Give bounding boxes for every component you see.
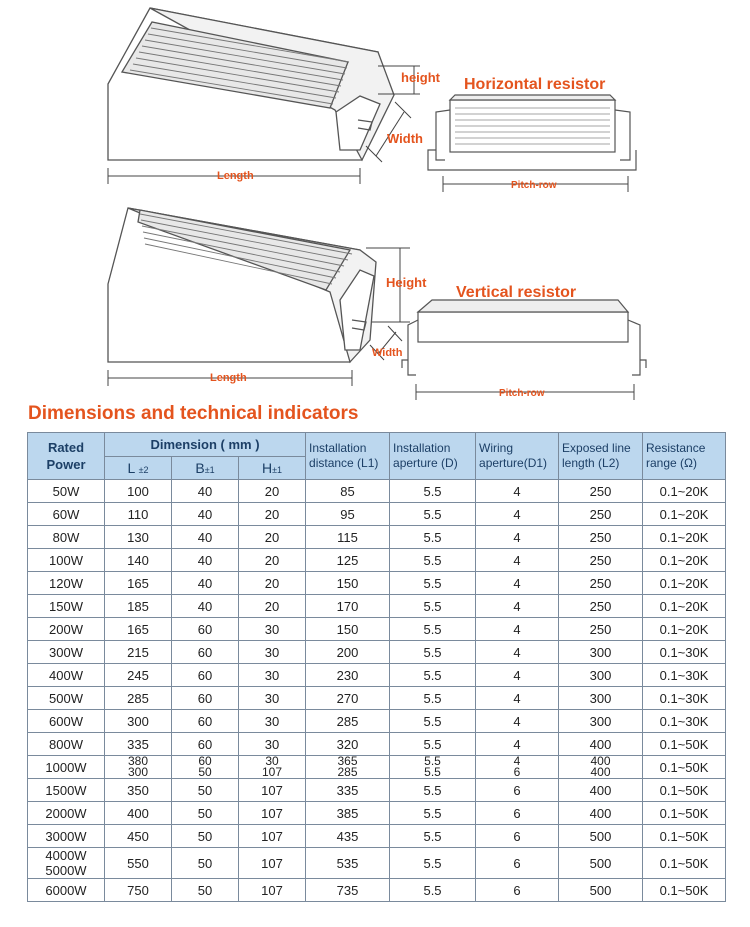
table-row bbox=[28, 549, 726, 572]
cell-power: 3000W bbox=[28, 825, 105, 848]
cell-D1: 4 bbox=[476, 572, 559, 595]
cell-L: 550 bbox=[105, 848, 172, 879]
table-row bbox=[28, 825, 726, 848]
cell-range: 0.1~30K bbox=[643, 710, 726, 733]
cell-B: 40 bbox=[172, 595, 239, 618]
cell-D: 5.5 bbox=[390, 664, 476, 687]
cell-L2: 250 bbox=[559, 480, 643, 503]
cell-H: 30 bbox=[239, 641, 306, 664]
cell-D: 5.5 bbox=[390, 710, 476, 733]
cell-D1: 4 bbox=[476, 618, 559, 641]
cell-L: 750 bbox=[105, 879, 172, 902]
cell-L: 165 bbox=[105, 572, 172, 595]
cell-L: 285 bbox=[105, 687, 172, 710]
cell-L1: 335 bbox=[306, 779, 390, 802]
resistor-diagrams bbox=[0, 0, 750, 400]
cell-D: 5.5 bbox=[390, 595, 476, 618]
horizontal-length-label: Length bbox=[217, 170, 254, 182]
cell-B: 50 bbox=[172, 848, 239, 879]
cell-L1: 285 bbox=[306, 710, 390, 733]
header-exposed-line-length: Exposed line length (L2) bbox=[559, 433, 643, 480]
vertical-width-label: Width bbox=[372, 347, 403, 359]
table-row bbox=[28, 710, 726, 733]
cell-B: 60 bbox=[172, 618, 239, 641]
vertical-resistor-housing bbox=[108, 208, 376, 362]
cell-H: 107 bbox=[239, 879, 306, 902]
spec-table bbox=[27, 432, 726, 902]
cell-power: 400W bbox=[28, 664, 105, 687]
cell-D: 5.5 bbox=[390, 779, 476, 802]
cell-D1: 6 bbox=[476, 848, 559, 879]
cell-range: 0.1~50K bbox=[643, 733, 726, 756]
cell-L2: 400 bbox=[559, 802, 643, 825]
cell-L2: 400 bbox=[559, 733, 643, 756]
cell-L: 245 bbox=[105, 664, 172, 687]
table-row bbox=[28, 480, 726, 503]
cell-L2: 500 bbox=[559, 879, 643, 902]
cell-L2: 500 bbox=[559, 825, 643, 848]
cell-L2: 250 bbox=[559, 572, 643, 595]
cell-D: 5.5 bbox=[390, 848, 476, 879]
horizontal-pitch-label: Pitch-row bbox=[511, 180, 557, 191]
cell-D: 5.5 bbox=[390, 618, 476, 641]
cell-L2: 250 bbox=[559, 549, 643, 572]
cell-range: 0.1~30K bbox=[643, 687, 726, 710]
cell-D: 5.5 bbox=[390, 802, 476, 825]
cell-L: 110 bbox=[105, 503, 172, 526]
cell-H: 107 bbox=[239, 848, 306, 879]
vertical-height-label: Height bbox=[386, 275, 427, 290]
cell-power: 2000W bbox=[28, 802, 105, 825]
cell-L1: 735 bbox=[306, 879, 390, 902]
cell-B: 40 bbox=[172, 503, 239, 526]
cell-D1: 4 6 bbox=[476, 756, 559, 779]
vertical-resistor-title: Vertical resistor bbox=[456, 284, 577, 301]
cell-L2: 500 bbox=[559, 848, 643, 879]
cell-L2: 300 bbox=[559, 710, 643, 733]
cell-H: 20 bbox=[239, 572, 306, 595]
cell-D1: 4 bbox=[476, 595, 559, 618]
cell-H: 107 bbox=[239, 825, 306, 848]
cell-L1: 95 bbox=[306, 503, 390, 526]
cell-D: 5.5 bbox=[390, 549, 476, 572]
table-header-row bbox=[28, 433, 726, 457]
cell-L2: 400 bbox=[559, 779, 643, 802]
cell-L: 165 bbox=[105, 618, 172, 641]
cell-power: 80W bbox=[28, 526, 105, 549]
cell-L1: 365 285 bbox=[306, 756, 390, 779]
table-row bbox=[28, 664, 726, 687]
horizontal-small-resistor bbox=[428, 95, 636, 170]
cell-L: 185 bbox=[105, 595, 172, 618]
cell-L: 335 bbox=[105, 733, 172, 756]
cell-L1: 230 bbox=[306, 664, 390, 687]
cell-L: 300 bbox=[105, 710, 172, 733]
cell-L2: 300 bbox=[559, 687, 643, 710]
cell-L: 400 bbox=[105, 802, 172, 825]
horizontal-width-label: Width bbox=[387, 131, 423, 146]
cell-power: 500W bbox=[28, 687, 105, 710]
cell-L2: 250 bbox=[559, 503, 643, 526]
cell-D: 5.5 bbox=[390, 572, 476, 595]
header-resistance-range: Resistance range (Ω) bbox=[643, 433, 726, 480]
cell-L: 140 bbox=[105, 549, 172, 572]
cell-L: 130 bbox=[105, 526, 172, 549]
cell-range: 0.1~50K bbox=[643, 848, 726, 879]
cell-D1: 4 bbox=[476, 664, 559, 687]
cell-H: 20 bbox=[239, 549, 306, 572]
cell-D: 5.5 bbox=[390, 480, 476, 503]
cell-range: 0.1~30K bbox=[643, 664, 726, 687]
cell-L1: 150 bbox=[306, 572, 390, 595]
cell-H: 20 bbox=[239, 595, 306, 618]
cell-D: 5.5 bbox=[390, 825, 476, 848]
cell-H: 107 bbox=[239, 802, 306, 825]
cell-D1: 4 bbox=[476, 503, 559, 526]
cell-L1: 535 bbox=[306, 848, 390, 879]
cell-D1: 6 bbox=[476, 802, 559, 825]
cell-power: 800W bbox=[28, 733, 105, 756]
cell-power: 300W bbox=[28, 641, 105, 664]
table-body-4000 bbox=[28, 848, 726, 902]
cell-B: 50 bbox=[172, 779, 239, 802]
cell-L2: 300 bbox=[559, 664, 643, 687]
cell-H: 30 bbox=[239, 687, 306, 710]
cell-B: 40 bbox=[172, 549, 239, 572]
cell-D1: 4 bbox=[476, 641, 559, 664]
header-rated-power: Rated Power bbox=[28, 433, 105, 480]
cell-L1: 85 bbox=[306, 480, 390, 503]
cell-B: 50 bbox=[172, 879, 239, 902]
cell-range: 0.1~20K bbox=[643, 618, 726, 641]
cell-L: 350 bbox=[105, 779, 172, 802]
cell-power: 1500W bbox=[28, 779, 105, 802]
cell-H: 30 bbox=[239, 664, 306, 687]
cell-range: 0.1~50K bbox=[643, 879, 726, 902]
cell-L1: 115 bbox=[306, 526, 390, 549]
table-row bbox=[28, 848, 726, 879]
cell-power: 4000W 5000W bbox=[28, 848, 105, 879]
cell-L1: 435 bbox=[306, 825, 390, 848]
cell-power: 150W bbox=[28, 595, 105, 618]
cell-B: 50 bbox=[172, 802, 239, 825]
cell-H: 30 bbox=[239, 618, 306, 641]
cell-D: 5.5 5.5 bbox=[390, 756, 476, 779]
cell-L2: 250 bbox=[559, 618, 643, 641]
cell-D1: 4 bbox=[476, 526, 559, 549]
table-row bbox=[28, 802, 726, 825]
header-installation-distance: Installation distance (L1) bbox=[306, 433, 390, 480]
cell-D: 5.5 bbox=[390, 687, 476, 710]
cell-D1: 6 bbox=[476, 879, 559, 902]
cell-D1: 4 bbox=[476, 687, 559, 710]
cell-L2: 250 bbox=[559, 526, 643, 549]
cell-range: 0.1~50K bbox=[643, 756, 726, 779]
table-body-b bbox=[28, 779, 726, 848]
cell-power: 200W bbox=[28, 618, 105, 641]
table-row bbox=[28, 618, 726, 641]
cell-L: 450 bbox=[105, 825, 172, 848]
cell-L: 215 bbox=[105, 641, 172, 664]
cell-range: 0.1~20K bbox=[643, 526, 726, 549]
cell-range: 0.1~50K bbox=[643, 802, 726, 825]
cell-B: 60 bbox=[172, 733, 239, 756]
cell-power: 50W bbox=[28, 480, 105, 503]
vertical-pitch-label: Pitch-row bbox=[499, 388, 545, 399]
cell-range: 0.1~50K bbox=[643, 825, 726, 848]
cell-B: 60 bbox=[172, 641, 239, 664]
cell-L1: 150 bbox=[306, 618, 390, 641]
table-row bbox=[28, 733, 726, 756]
cell-L1: 385 bbox=[306, 802, 390, 825]
table-row bbox=[28, 503, 726, 526]
header-B: B±1 bbox=[172, 457, 239, 480]
table-row bbox=[28, 756, 726, 779]
cell-range: 0.1~20K bbox=[643, 595, 726, 618]
cell-B: 50 bbox=[172, 825, 239, 848]
cell-H: 20 bbox=[239, 526, 306, 549]
cell-power: 60W bbox=[28, 503, 105, 526]
table-row bbox=[28, 595, 726, 618]
table-row bbox=[28, 641, 726, 664]
cell-L: 100 bbox=[105, 480, 172, 503]
header-dimension: Dimension ( mm ) bbox=[105, 433, 306, 457]
cell-B: 40 bbox=[172, 572, 239, 595]
table-row bbox=[28, 526, 726, 549]
table-row bbox=[28, 879, 726, 902]
table-body-a bbox=[28, 480, 726, 756]
vertical-length-label: Length bbox=[210, 372, 247, 384]
cell-L1: 200 bbox=[306, 641, 390, 664]
cell-L2: 300 bbox=[559, 641, 643, 664]
cell-B: 60 bbox=[172, 664, 239, 687]
cell-D1: 6 bbox=[476, 779, 559, 802]
horizontal-resistor-title: Horizontal resistor bbox=[464, 76, 606, 93]
cell-power: 600W bbox=[28, 710, 105, 733]
cell-power: 1000W bbox=[28, 756, 105, 779]
header-installation-aperture: Installation aperture (D) bbox=[390, 433, 476, 480]
cell-L1: 170 bbox=[306, 595, 390, 618]
cell-power: 120W bbox=[28, 572, 105, 595]
cell-power: 6000W bbox=[28, 879, 105, 902]
cell-L: 380 300 bbox=[105, 756, 172, 779]
cell-B: 60 bbox=[172, 710, 239, 733]
cell-range: 0.1~30K bbox=[643, 641, 726, 664]
header-wiring-aperture: Wiring aperture(D1) bbox=[476, 433, 559, 480]
table-row bbox=[28, 687, 726, 710]
cell-D1: 4 bbox=[476, 549, 559, 572]
cell-H: 107 bbox=[239, 779, 306, 802]
cell-D: 5.5 bbox=[390, 733, 476, 756]
cell-L1: 320 bbox=[306, 733, 390, 756]
section-title: Dimensions and technical indicators bbox=[28, 403, 359, 424]
cell-range: 0.1~20K bbox=[643, 549, 726, 572]
cell-L2: 400 400 bbox=[559, 756, 643, 779]
cell-D1: 4 bbox=[476, 480, 559, 503]
header-L: L ±2 bbox=[105, 457, 172, 480]
cell-H: 30 107 bbox=[239, 756, 306, 779]
cell-D: 5.5 bbox=[390, 526, 476, 549]
cell-L1: 270 bbox=[306, 687, 390, 710]
cell-H: 30 bbox=[239, 733, 306, 756]
cell-power: 100W bbox=[28, 549, 105, 572]
cell-H: 20 bbox=[239, 480, 306, 503]
cell-D: 5.5 bbox=[390, 641, 476, 664]
cell-L1: 125 bbox=[306, 549, 390, 572]
cell-B: 60 50 bbox=[172, 756, 239, 779]
cell-range: 0.1~20K bbox=[643, 480, 726, 503]
header-H: H±1 bbox=[239, 457, 306, 480]
cell-H: 30 bbox=[239, 710, 306, 733]
cell-B: 40 bbox=[172, 526, 239, 549]
cell-D: 5.5 bbox=[390, 503, 476, 526]
table-body-1000 bbox=[28, 756, 726, 779]
cell-B: 40 bbox=[172, 480, 239, 503]
cell-B: 60 bbox=[172, 687, 239, 710]
cell-D1: 6 bbox=[476, 825, 559, 848]
cell-range: 0.1~20K bbox=[643, 572, 726, 595]
vertical-small-resistor bbox=[402, 300, 646, 375]
cell-range: 0.1~50K bbox=[643, 779, 726, 802]
cell-D: 5.5 bbox=[390, 879, 476, 902]
table-row bbox=[28, 779, 726, 802]
cell-range: 0.1~20K bbox=[643, 503, 726, 526]
horizontal-height-label: height bbox=[401, 70, 440, 85]
cell-H: 20 bbox=[239, 503, 306, 526]
cell-D1: 4 bbox=[476, 733, 559, 756]
cell-D1: 4 bbox=[476, 710, 559, 733]
table-row bbox=[28, 572, 726, 595]
cell-L2: 250 bbox=[559, 595, 643, 618]
